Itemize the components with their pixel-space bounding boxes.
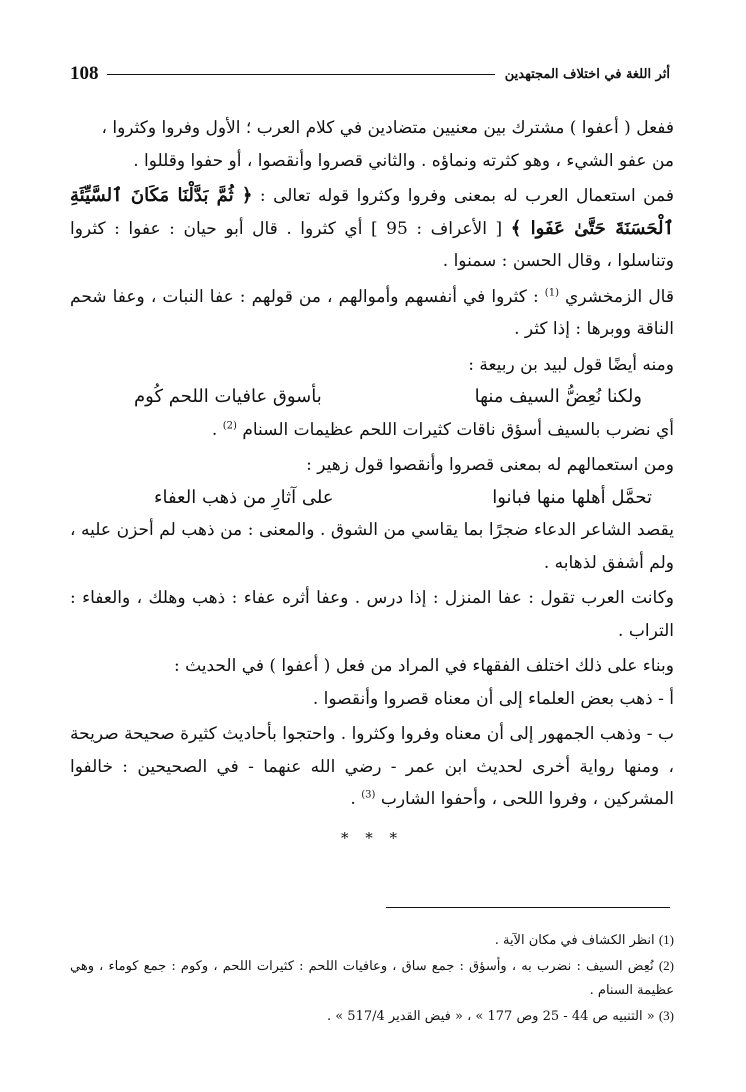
paragraph-text: ب - وذهب الجمهور إلى أن معناه وفروا وكثروا . واحتجوا بأحاديث كثيرة صحيحة صريحة ، ومنها رواية أخرى لحديث ابن عمر - رضي الله عنهما - في الصحيحين : خالفوا المشركين ، وفروا اللحى ، وأحفوا الشارب bbox=[70, 724, 674, 809]
paragraph: يقصد الشاعر الدعاء ضجرًا بما يقاسي من الشوق . والمعنى : من ذهب لم أحزن عليه ، ولم أشفق لذهابه . bbox=[70, 520, 674, 573]
paragraph-text: أي نضرب بالسيف أسؤق ناقات كثيرات اللحم عظيمات السنام bbox=[236, 419, 674, 440]
quran-verse: ﴿ ثُمَّ بَدَّلْنَا مَكَانَ ٱلسَّيِّئَةِ ٱلْحَسَنَةَ حَتَّىٰ عَفَوا ﴾ bbox=[70, 185, 675, 239]
footnote bbox=[70, 928, 674, 954]
footnote-number: (2) bbox=[658, 957, 674, 973]
paragraph: وكانت العرب تقول : عفا المنزل : إذا درس . وعفا أثره عفاء : ذهب وهلك ، والعفاء : التراب . bbox=[70, 588, 674, 641]
paragraph bbox=[70, 180, 674, 278]
main-text bbox=[70, 112, 674, 854]
section-separator: * * * bbox=[340, 828, 404, 847]
paragraph bbox=[70, 281, 674, 346]
footnote-ref: (3) bbox=[361, 789, 376, 801]
footnote-number: (3) bbox=[658, 1007, 674, 1023]
paragraph-text: . bbox=[350, 789, 362, 809]
paragraph: ففعل ( أعفوا ) مشترك بين معنيين متضادين في كلام العرب ؛ الأول وفروا وكثروا ، bbox=[101, 118, 674, 138]
paragraph-text: قال الزمخشري bbox=[558, 286, 674, 307]
running-title: أثر اللغة في اختلاف المجتهدين bbox=[504, 66, 670, 82]
paragraph: وبناء على ذلك اختلف الفقهاء في المراد من فعل ( أعفوا ) في الحديث : bbox=[173, 656, 674, 676]
paragraph: من عفو الشيء ، وهو كثرته ونماؤه . والثاني قصروا وأنقصوا ، أو حفوا وقللوا . bbox=[133, 150, 674, 171]
footnote-ref: (1) bbox=[544, 286, 559, 298]
poem-second-hemistich: على آثارِ من ذهب العفاء bbox=[154, 486, 334, 508]
paragraph: ومن استعمالهم له بمعنى قصروا وأنقصوا قول زهير : bbox=[306, 455, 674, 475]
paragraph-text: فمن استعمال العرب له بمعنى وفروا وكثروا قوله تعالى : bbox=[252, 186, 675, 206]
paragraph: ومنه أيضًا قول لبيد بن ربيعة : bbox=[468, 354, 674, 375]
paragraph bbox=[70, 414, 674, 447]
footnote bbox=[70, 1004, 674, 1030]
page-header bbox=[70, 62, 670, 86]
poem-first-hemistich: تحمَّل أهلها منها فبانوا bbox=[492, 486, 652, 508]
poem-second-hemistich: بأسوق عافيات اللحم كُوم bbox=[134, 386, 322, 407]
footnote bbox=[70, 954, 674, 1004]
footnotes bbox=[70, 928, 674, 1029]
footnote-rule bbox=[386, 907, 670, 908]
list-item bbox=[70, 718, 674, 816]
paragraph-text: : كثروا في أنفسهم وأموالهم ، من قولهم : عفا النبات ، وعفا شحم الناقة ووبرها : إذا كثر . bbox=[70, 286, 674, 339]
footnote-text: انظر الكشاف في مكان الآية . bbox=[494, 933, 655, 948]
header-rule bbox=[107, 74, 495, 75]
poem-verse bbox=[70, 381, 674, 414]
footnote-text: « التنبيه ص 44 - 25 وص 177 » ، « فيض القدير 517/4 » . bbox=[326, 1008, 655, 1024]
poem-first-hemistich: ولكنا نُعِضُّ السيف منها bbox=[474, 386, 642, 407]
footnote-text: نُعِض السيف : نضرب به ، وأسؤق : جمع ساق ، وعافيات اللحم : كثيرات اللحم ، وكوم : جمع كوماء ، وهي عظيمة السنام . bbox=[70, 958, 674, 998]
paragraph-text: . bbox=[211, 419, 223, 440]
poem-verse bbox=[70, 482, 674, 515]
paragraph-text: [ الأعراف : 95 ] أي كثروا . قال أبو حيان : عفوا : كثروا وتناسلوا ، وقال الحسن : سمنوا . bbox=[70, 218, 674, 271]
list-item: أ - ذهب بعض العلماء إلى أن معناه قصروا وأنقصوا . bbox=[312, 688, 674, 709]
footnote-number: (1) bbox=[658, 932, 674, 947]
footnote-ref: (2) bbox=[222, 419, 237, 431]
page-number: 108 bbox=[70, 63, 99, 84]
